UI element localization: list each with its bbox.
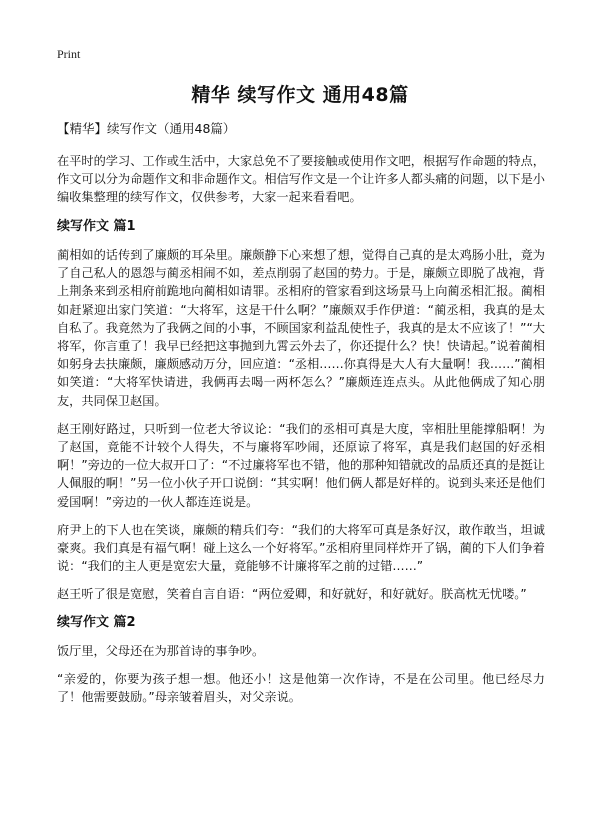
section-heading: 续写作文 篇2 (57, 614, 136, 630)
paragraph: 赵王听了很是宽慰，笑着自言自语：“两位爱卿，和好就好，和好就好。朕高枕无忧喽。” (57, 587, 527, 602)
section-heading: 续写作文 篇1 (57, 219, 136, 234)
print-label[interactable]: Print (57, 47, 81, 61)
paragraph: 赵王刚好路过，只听到一位老大爷议论：“我们的丞相可真是大度，宰相肚里能撑船啊！为了赵国，竟能不计较个人得失，不与廉将军吵闹，还原谅了将军，真是我们赵国的好丞相啊！”旁边的一位大叔开口了：“不过廉将军也不错，他的那种知错就改的品质还真的是挺让人佩服的啊！”另一位小伙子开口说倒：“其实啊！他们俩人都是好样的。说到头来还是他们爱国啊！”旁边的一伙人都连连说是。 (57, 421, 545, 509)
document-subtitle: 【精华】续写作文（通用48篇） (57, 121, 236, 136)
document-body (57, 121, 545, 716)
paragraph: 饭厅里，父母还在为那首诗的事争吵。 (57, 643, 265, 658)
paragraph: 蔺相如的话传到了廉颇的耳朵里。廉颇静下心来想了想，觉得自己真的是太鸡肠小肚，竟为了自己私人的恩怨与蔺丞相闹不如，差点削弱了赵国的势力。于是，廉颇立即脱了战袍，背上荆条来到丞相府前跪地向蔺相如请罪。丞相府的管家看到这场景马上向蔺丞相汇报。蔺相如赶紧迎出家门笑道：“大将军，这是干什么啊？”廉颇双手作伊道：“蔺丞相，我真的是太自私了。我竟然为了我俩之间的小事，不顾国家利益乱使性子，我真的是太不应该了！”“大将军，你言重了！我早已经把这事抛到九霄云外去了，你还提什么？快！快请起。”说着蔺相如躬身去扶廉颇，廉颇感动万分，回应道：“丞相……你真得是大人有大量啊！我……”蔺相如笑道：“大将军快请进，我俩再去喝一两杯怎么？”廉颇连连点头。从此他俩成了知心朋友，共同保卫赵国。 (57, 248, 545, 408)
paragraph: “亲爱的，你要为孩子想一想。他还小！这是他第一次作诗，不是在公司里。他已经尽力了！他需要鼓励。”母亲皱着眉头，对父亲说。 (57, 671, 545, 705)
intro-paragraph: 在平时的学习、工作或生活中，大家总免不了要接触或使用作文吧，根据写作命题的特点，作文可以分为命题作文和非命题作文。相信写作文是一个让许多人都头痛的问题，以下是小编收集整理的续写作文，仅供参考，大家一起来看看吧。 (57, 154, 545, 204)
document-title: 精华 续写作文 通用48篇 (191, 84, 409, 106)
paragraph: 府尹上的下人也在笑谈，廉颇的精兵们夸：“我们的大将军可真是条好汉，敢作敢当，坦诚豪爽。我们真是有福气啊！碰上这么一个好将军。”丞相府里同样炸开了锅，蔺的下人们争着说：“我们的主人更是宽宏大量，竟能够不计廉将军之前的过错……” (57, 522, 545, 574)
